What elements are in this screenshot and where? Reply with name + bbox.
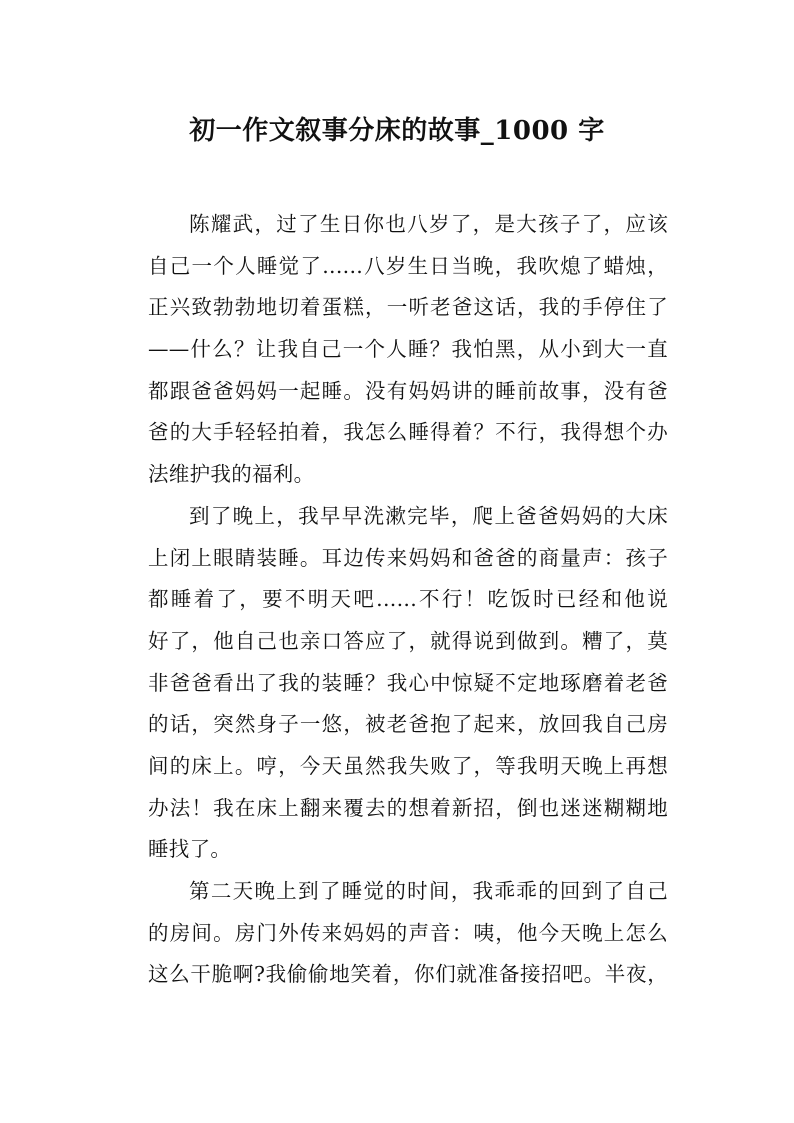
text-line: 正兴致勃勃地切着蛋糕，一听老爸这话，我的手停住了 (148, 295, 668, 320)
text-line: 这么干脆啊?我偷偷地笑着，你们就准备接招吧。半夜， (148, 962, 668, 987)
text-line: 都睡着了，要不明天吧......不行！吃饭时已经和他说 (148, 587, 668, 612)
text-line: 陈耀武，过了生日你也八岁了，是大孩子了，应该 (189, 212, 668, 236)
text-line: 第二天晚上到了睡觉的时间，我乖乖的回到了自己 (189, 879, 668, 903)
text-line: 自己一个人睡觉了......八岁生日当晚，我吹熄了蜡烛， (148, 253, 668, 278)
text-line: 的房间。房门外传来妈妈的声音：咦，他今天晚上怎么 (148, 920, 668, 945)
text-line: 上闭上眼睛装睡。耳边传来妈妈和爸爸的商量声：孩子 (148, 545, 668, 570)
text-line: 间的床上。哼，今天虽然我失败了，等我明天晚上再想 (148, 753, 668, 778)
text-line: ——什么？让我自己一个人睡？我怕黑，从小到大一直 (148, 337, 668, 362)
text-line: 非爸爸看出了我的装睡？我心中惊疑不定地琢磨着老爸 (148, 670, 668, 695)
document-title: 初一作文叙事分床的故事_1000 字 (189, 116, 605, 146)
document-body (148, 204, 668, 996)
text-line: 好了，他自己也亲口答应了，就得说到做到。糟了，莫 (148, 628, 668, 653)
text-line: 睡找了。 (148, 837, 232, 862)
text-line: 都跟爸爸妈妈一起睡。没有妈妈讲的睡前故事，没有爸 (148, 378, 668, 403)
text-line: 爸的大手轻轻拍着，我怎么睡得着？不行，我得想个办 (148, 420, 668, 445)
text-line: 办法！我在床上翻来覆去的想着新招，倒也迷迷糊糊地 (148, 795, 668, 820)
text-line: 法维护我的福利。 (148, 462, 315, 487)
text-line: 到了晚上，我早早洗漱完毕，爬上爸爸妈妈的大床 (189, 503, 668, 528)
text-line: 的话，突然身子一悠，被老爸抱了起来，放回我自己房 (148, 712, 668, 737)
